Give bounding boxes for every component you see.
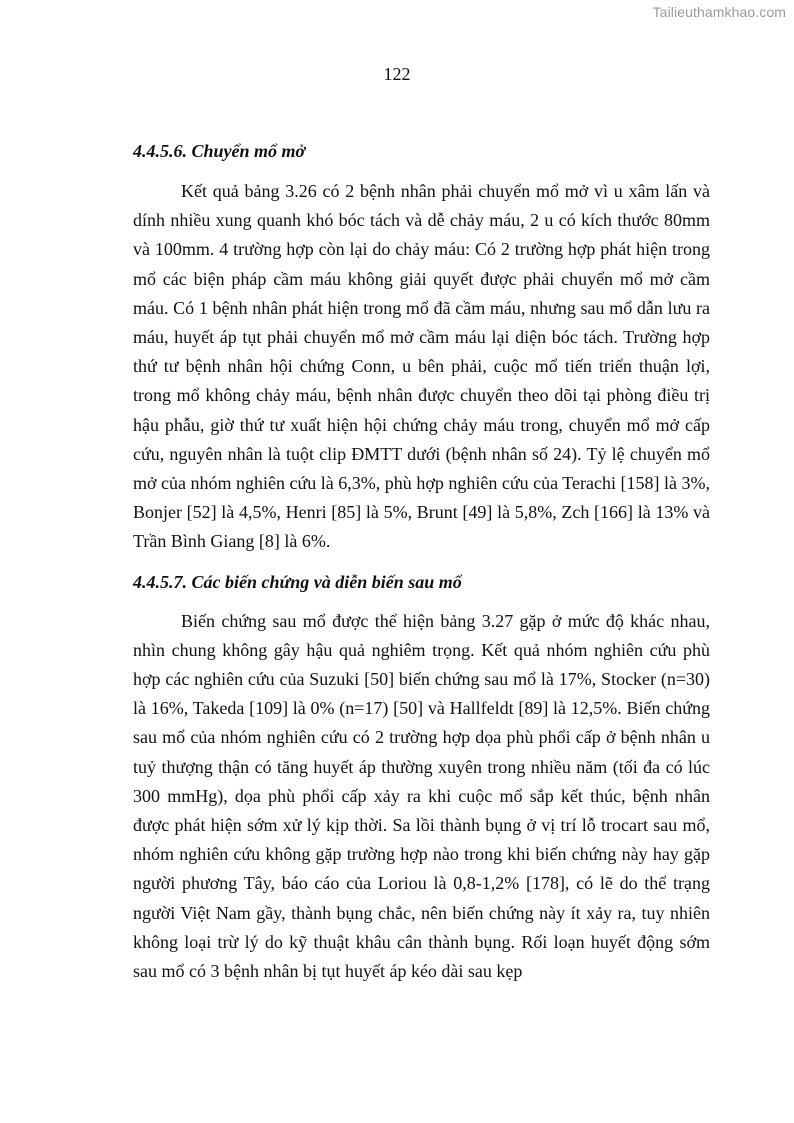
section-paragraph-bien-chung: Biến chứng sau mổ được thể hiện bảng 3.27 gặp ở mức độ khác nhau, nhìn chung không gây hậu quả nghiêm trọng. Kết quả nhóm nghiên cứu phù hợp các nghiên cứu của Suzuki [50] biến chứng sau mổ là 17%, Stocker (n=30) là 16%, Takeda [109] là 0% (n=17) [50] và Hallfeldt [89] là 12,5%. Biến chứng sau mổ của nhóm nghiên cứu có 2 trường hợp dọa phù phổi cấp ở bệnh nhân u tuỷ thượng thận có tăng huyết áp thường xuyên trong nhiều năm (tối đa có lúc 300 mmHg), dọa phù phổi cấp xảy ra khi cuộc mổ sắp kết thúc, bệnh nhân được phát hiện sớm xử lý kịp thời. Sa lồi thành bụng ở vị trí lỗ trocart sau mổ, nhóm nghiên cứu không gặp trường hợp nào trong khi biến chứng này hay gặp người phương Tây, báo cáo của Loriou là 0,8-1,2% [178], có lẽ do thể trạng người Việt Nam gầy, thành bụng chắc, nên biến chứng này ít xảy ra, tuy nhiên không loại trừ lý do kỹ thuật khâu cân thành bụng. Rối loạn huyết động sớm sau mổ có 3 bệnh nhân bị tụt huyết áp kéo dài sau kẹp <box>133 610 710 982</box>
section-paragraph-chuyen-mo-mo: Kết quả bảng 3.26 có 2 bệnh nhân phải chuyển mổ mở vì u xâm lấn và dính nhiều xung quanh khó bóc tách và dễ chảy máu, 2 u có kích thước 80mm và 100mm. 4 trường hợp còn lại do chảy máu: Có 2 trường hợp phát hiện trong mổ các biện pháp cầm máu không giải quyết được phải chuyển mổ mở cầm máu. Có 1 bệnh nhân phát hiện trong mổ đã cầm máu, nhưng sau mổ dẫn lưu ra máu, huyết áp tụt phải chuyển mổ mở cầm máu lại diện bóc tách. Trường hợp thứ tư bệnh nhân hội chứng Conn, u bên phải, cuộc mổ tiến triển thuận lợi, trong mổ không chảy máu, bệnh nhân được chuyển theo dõi tại phòng điều trị hậu phẫu, giờ thứ tư xuất hiện hội chứng chảy máu trong, chuyển mổ mở cấp cứu, nguyên nhân là tuột clip ĐMTT dưới (bệnh nhân số 24). Tỷ lệ chuyển mổ mở của nhóm nghiên cứu là 6,3%, phù hợp nghiên cứu của Terachi [158] là 3%, Bonjer [52] là 4,5%, Henri [85] là 5%, Brunt [49] là 5,8%, Zch [166] là 13% và Trần Bình Giang [8] là 6%. <box>133 181 710 552</box>
section-heading-chuyen-mo-mo: 4.4.5.6. Chuyển mổ mở <box>133 141 306 161</box>
document-body <box>133 138 710 986</box>
watermark: Tailieuthamkhao.com <box>652 4 786 20</box>
page-number: 122 <box>383 64 411 84</box>
section-heading-bien-chung: 4.4.5.7. Các biến chứng và diễn biến sau mổ <box>133 571 462 592</box>
